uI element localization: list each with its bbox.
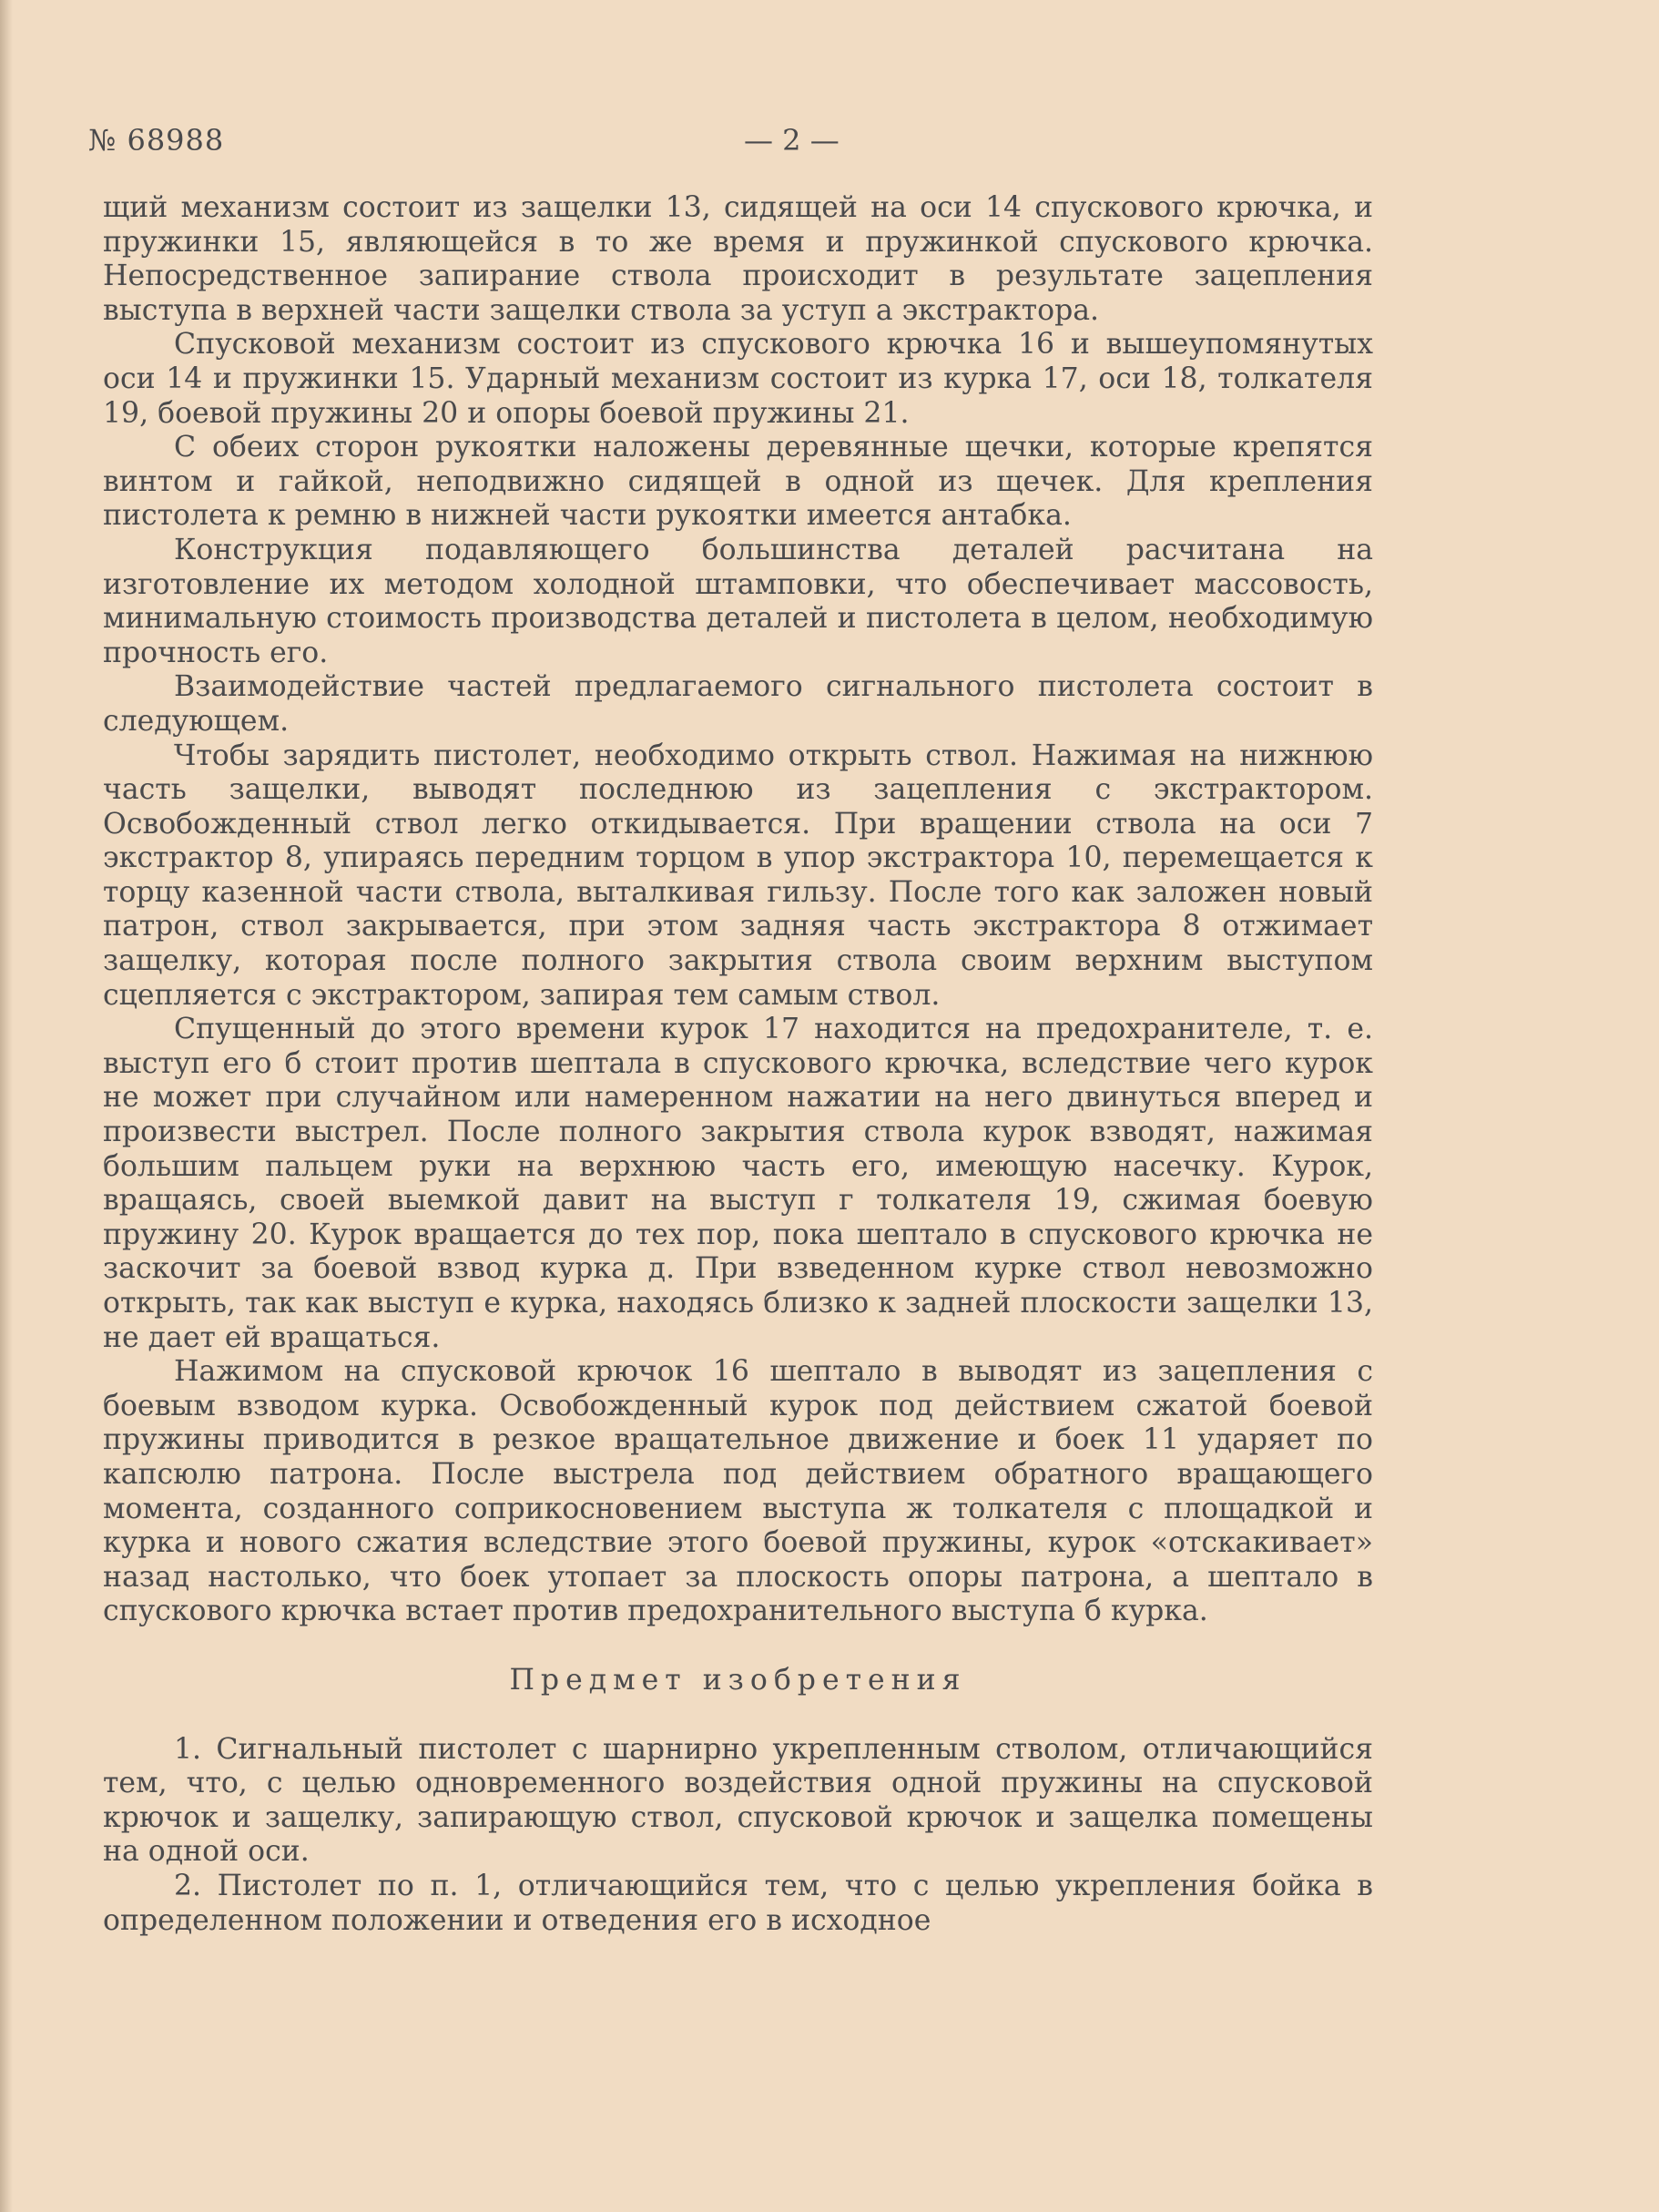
paragraph: С обеих сторон рукоятки наложены деревянные щечки, которые крепятся винтом и гайкой, неподвижно сидящей в одной из щечек. Для крепления пистолета к ремню в нижней части рукоятки имеется антабка. bbox=[103, 431, 1373, 533]
document-body bbox=[103, 191, 1373, 1938]
page-header bbox=[88, 123, 1372, 168]
claims-section-title: Предмет изобретения bbox=[509, 1663, 967, 1697]
claim-item: 2. Пистолет по п. 1, отличающийся тем, что с целью укрепления бойка в определенном положении и отведения его в исходное bbox=[103, 1869, 1373, 1937]
paragraph: Конструкция подавляющего большинства деталей расчитана на изготовление их методом холодной штамповки, что обеспечивает массовость, минимальную стоимость производства деталей и пистолета в целом, необходимую прочность его. bbox=[103, 533, 1373, 669]
paragraph: Спусковой механизм состоит из спускового крючка 16 и вышеупомянутых оси 14 и пружинки 15. Ударный механизм состоит из курка 17, оси 18, толкателя 19, боевой пружины 20 и опоры боевой пружины 21. bbox=[103, 328, 1373, 430]
paragraph: Чтобы зарядить пистолет, необходимо открыть ствол. Нажимая на нижнюю часть защелки, выводят последнюю из зацепления с экстрактором. Освобожденный ствол легко откидывается. При вращении ствола на оси 7 экстрактор 8, упираясь передним торцом в упор экстрактора 10, перемещается к торцу казенной части ствола, выталкивая гильзу. После того как заложен новый патрон, ствол закрывается, при этом задняя часть экстрактора 8 отжимает защелку, которая после полного закрытия ствола своим верхним выступом сцепляется с экстрактором, запирая тем самым ствол. bbox=[103, 739, 1373, 1012]
paragraph: щий механизм состоит из защелки 13, сидящей на оси 14 спускового крючка, и пружинки 15, являющейся в то же время и пружинкой спускового крючка. Непосредственное запирание ствола происходит в результате зацепления выступа в верхней части защелки ствола за уступ а экстрактора. bbox=[103, 191, 1373, 327]
claim-item: 1. Сигнальный пистолет с шарнирно укрепленным стволом, отличающийся тем, что, с целью одновременного воздействия одной пружины на спусковой крючок и защелку, запирающую ствол, спусковой крючок и защелка помещены на одной оси. bbox=[103, 1732, 1373, 1869]
claims-list bbox=[103, 1733, 1373, 1939]
paragraph: Нажимом на спусковой крючок 16 шептало в выводят из зацепления с боевым взводом курка. Освобожденный курок под действием сжатой боевой пружины приводится в резкое вращательное движение и боек 11 ударяет по капсюлю патрона. После выстрела под действием обратного вращающего момента, созданного соприкосновением выступа ж толкателя с площадкой и курка и нового сжатия вследствие этого боевой пружины, курок «отскакивает» назад настолько, что боек утопает за плоскость опоры патрона, а шептало в спускового крючка встает против предохранительного выступа б курка. bbox=[103, 1355, 1373, 1628]
page-number: — 2 — bbox=[744, 123, 840, 158]
paragraph: Взаимодействие частей предлагаемого сигнального пистолета состоит в следующем. bbox=[103, 670, 1373, 738]
page-edge bbox=[0, 0, 13, 2212]
patent-number: № 68988 bbox=[88, 123, 225, 158]
paragraph: Спущенный до этого времени курок 17 находится на предохранителе, т. е. выступ его б стоит против шептала в спускового крючка, вследствие чего курок не может при случайном или намеренном нажатии на него двинуться вперед и произвести выстрел. После полного закрытия ствола курок взводят, нажимая большим пальцем руки на верхнюю часть его, имеющую насечку. Курок, вращаясь, своей выемкой давит на выступ г толкателя 19, сжимая боевую пружину 20. Курок вращается до тех пор, пока шептало в спускового крючка не заскочит за боевой взвод курка д. При взведенном курке ствол невозможно открыть, так как выступ е курка, находясь близко к задней плоскости защелки 13, не дает ей вращаться. bbox=[103, 1013, 1373, 1354]
